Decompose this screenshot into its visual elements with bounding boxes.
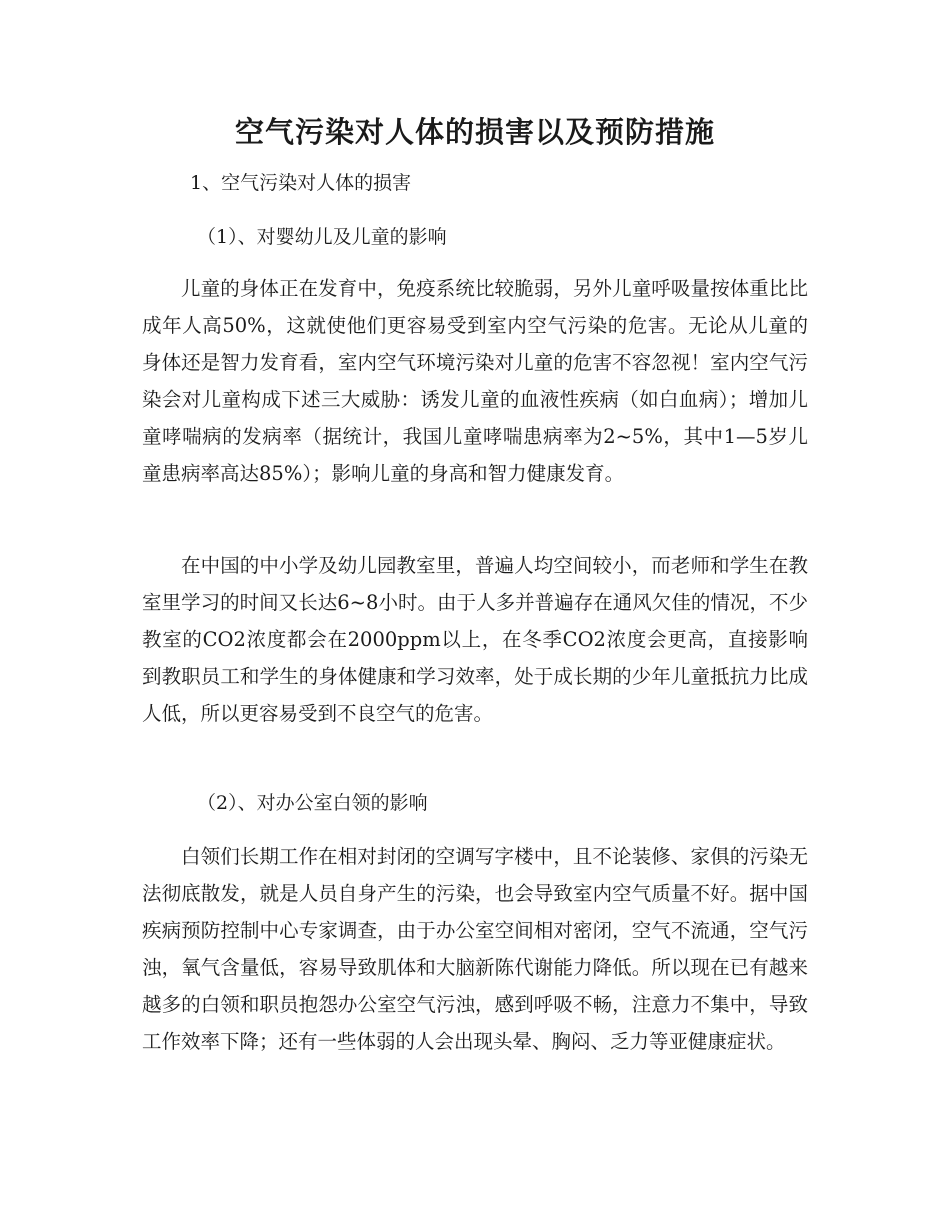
section-heading: 1、空气污染对人体的损害 <box>190 172 412 194</box>
subsection-heading-office: （2）、对办公室白领的影响 <box>197 792 428 814</box>
paragraph-office-workers: 白领们长期工作在相对封闭的空调写字楼中，且不论装修、家俱的污染无法彻底散发，就是人员自身产生的污染，也会导致室内空气质量不好。据中国疾病预防控制中心专家调查，由于办公室空间相对密闭，空气不流通，空气污浊，氧气含量低，容易导致肌体和大脑新陈代谢能力降低。所以现在已有越来越多的白领和职员抱怨办公室空气污浊，感到呼吸不畅，注意力不集中，导致工作效率下降；还有一些体弱的人会出现头晕、胸闷、乏力等亚健康症状。 <box>142 845 808 1053</box>
subsection-heading-children: （1）、对婴幼儿及儿童的影响 <box>197 226 447 248</box>
paragraph-children-health: 儿童的身体正在发育中，免疫系统比较脆弱，另外儿童呼吸量按体重比比成年人高50%，这就使他们更容易受到室内空气污染的危害。无论从儿童的身体还是智力发育看，室内空气环境污染对儿童的危害不容忽视！室内空气污染会对儿童构成下述三大威胁：诱发儿童的血液性疾病（如白血病）；增加儿童哮喘病的发病率（据统计，我国儿童哮喘患病率为2~5%，其中1—5岁儿童患病率高达85%）；影响儿童的身高和智力健康发育。 <box>142 277 808 485</box>
page-title: 空气污染对人体的损害以及预防措施 <box>234 115 715 149</box>
paragraph-classroom-air: 在中国的中小学及幼儿园教室里，普遍人均空间较小，而老师和学生在教室里学习的时间又长达6~8小时。由于人多并普遍存在通风欠佳的情况，不少教室的CO2浓度都会在2000ppm以上，在冬季CO2浓度会更高，直接影响到教职员工和学生的身体健康和学习效率，处于成长期的少年儿童抵抗力比成人低，所以更容易受到不良空气的危害。 <box>142 554 808 725</box>
